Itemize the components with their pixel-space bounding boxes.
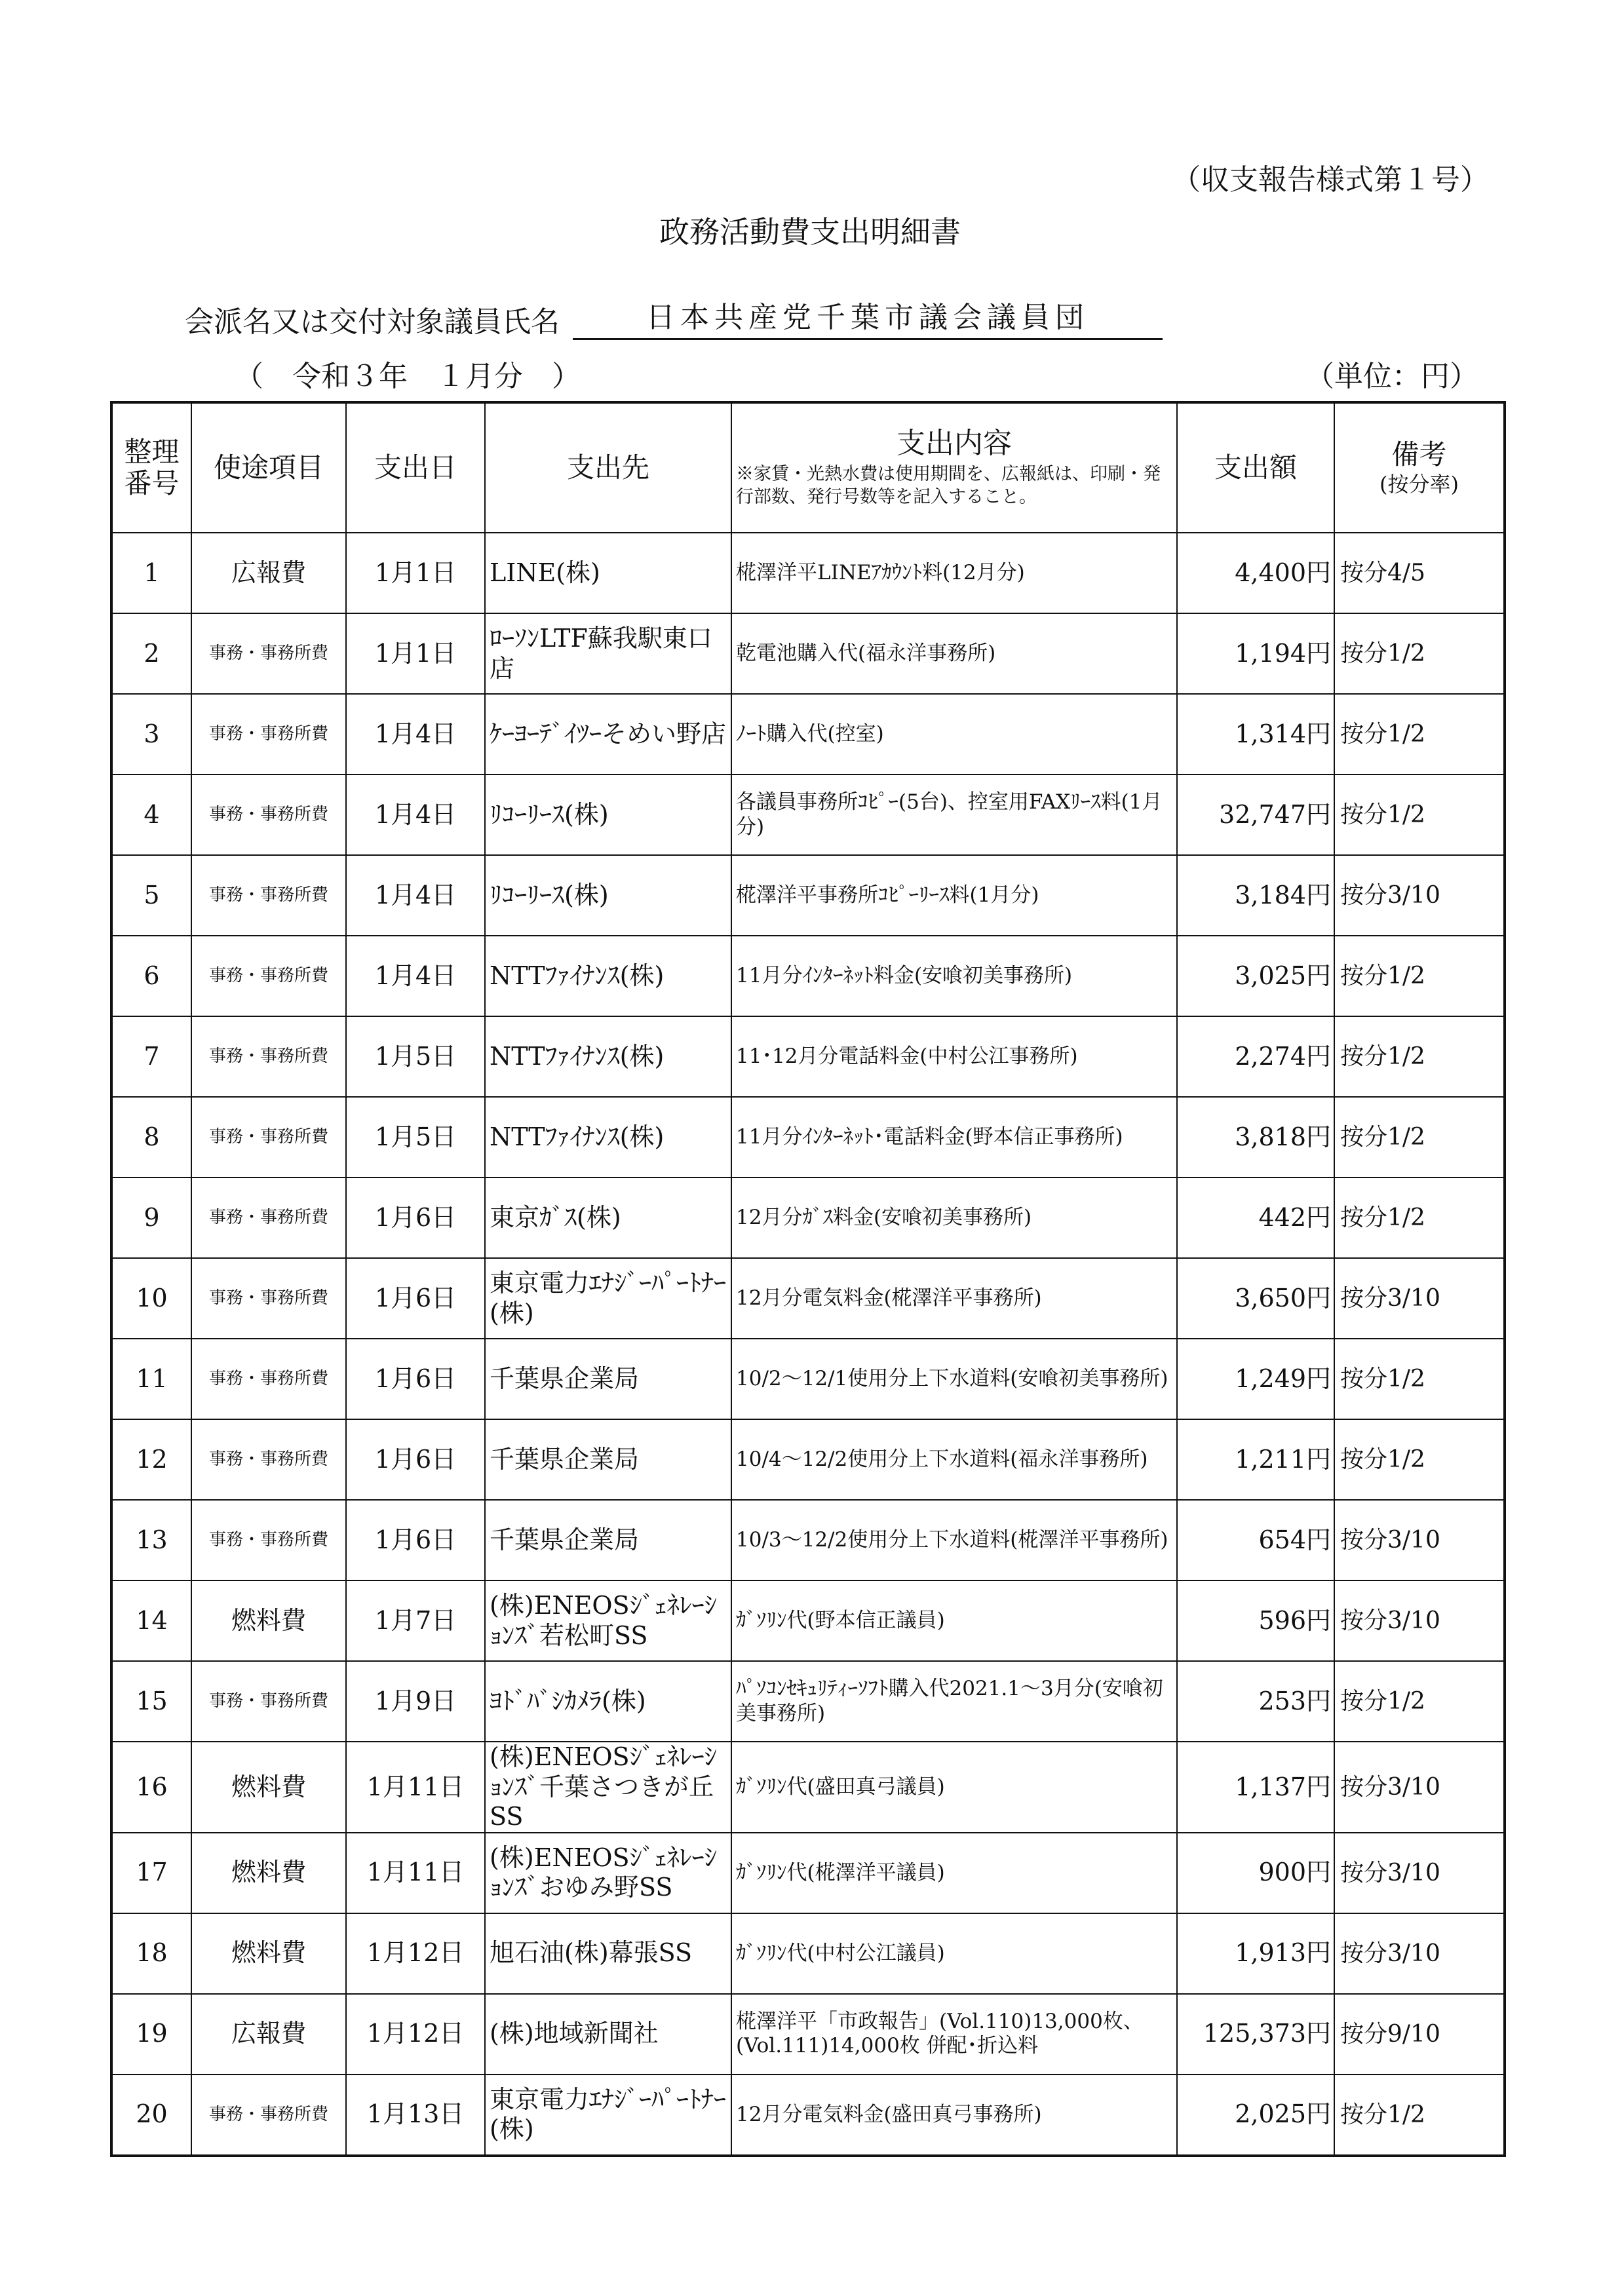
- cell-amount: 3,818円: [1177, 1097, 1334, 1177]
- cell-remark: 按分1/2: [1334, 694, 1505, 775]
- cell-date: 1月1日: [346, 533, 485, 613]
- table-row: [111, 855, 1505, 936]
- cell-item: 燃料費: [191, 1833, 346, 1913]
- cell-date: 1月6日: [346, 1339, 485, 1419]
- cell-date: 1月13日: [346, 2075, 485, 2156]
- cell-date: 1月6日: [346, 1177, 485, 1258]
- cell-no: 19: [111, 1994, 191, 2075]
- header-item: 使途項目: [191, 402, 346, 533]
- cell-amount: 2,025円: [1177, 2075, 1334, 2156]
- cell-item: 事務・事務所費: [191, 1500, 346, 1580]
- cell-no: 13: [111, 1500, 191, 1580]
- cell-content: 10/2～12/1使用分上下水道料(安喰初美事務所): [731, 1339, 1177, 1419]
- cell-content: ｶﾞｿﾘﾝ代(椛澤洋平議員): [731, 1833, 1177, 1913]
- cell-payee: (株)ENEOSｼﾞｪﾈﾚｰｼｮﾝｽﾞ若松町SS: [485, 1580, 731, 1661]
- cell-payee: LINE(株): [485, 533, 731, 613]
- cell-date: 1月9日: [346, 1661, 485, 1742]
- cell-no: 15: [111, 1661, 191, 1742]
- cell-remark: 按分3/10: [1334, 1580, 1505, 1661]
- cell-content: ｶﾞｿﾘﾝ代(中村公江議員): [731, 1913, 1177, 1994]
- cell-item: 事務・事務所費: [191, 1177, 346, 1258]
- cell-no: 4: [111, 775, 191, 855]
- table-row: [111, 1419, 1505, 1500]
- table-row: [111, 936, 1505, 1016]
- cell-no: 3: [111, 694, 191, 775]
- cell-content: 12月分ｶﾞｽ料金(安喰初美事務所): [731, 1177, 1177, 1258]
- cell-content: 11月分ｲﾝﾀｰﾈｯﾄ･電話料金(野本信正事務所): [731, 1097, 1177, 1177]
- cell-amount: 125,373円: [1177, 1994, 1334, 2075]
- cell-date: 1月6日: [346, 1258, 485, 1339]
- cell-remark: 按分1/2: [1334, 936, 1505, 1016]
- cell-no: 18: [111, 1913, 191, 1994]
- cell-no: 12: [111, 1419, 191, 1500]
- cell-payee: NTTﾌｧｲﾅﾝｽ(株): [485, 1016, 731, 1097]
- cell-content: 10/3～12/2使用分上下水道料(椛澤洋平事務所): [731, 1500, 1177, 1580]
- cell-date: 1月5日: [346, 1097, 485, 1177]
- cell-no: 6: [111, 936, 191, 1016]
- party-label: 会派名又は交付対象議員氏名: [185, 305, 560, 339]
- table-row: [111, 1661, 1505, 1742]
- cell-item: 事務・事務所費: [191, 1016, 346, 1097]
- cell-payee: (株)地域新聞社: [485, 1994, 731, 2075]
- cell-item: 事務・事務所費: [191, 855, 346, 936]
- cell-payee: ﾛｰｿﾝLTF蘇我駅東口店: [485, 613, 731, 694]
- cell-amount: 2,274円: [1177, 1016, 1334, 1097]
- cell-payee: 東京ｶﾞｽ(株): [485, 1177, 731, 1258]
- cell-date: 1月4日: [346, 855, 485, 936]
- cell-remark: 按分3/10: [1334, 1500, 1505, 1580]
- table-row: [111, 613, 1505, 694]
- cell-remark: 按分4/5: [1334, 533, 1505, 613]
- cell-item: 広報費: [191, 1994, 346, 2075]
- cell-item: 事務・事務所費: [191, 936, 346, 1016]
- cell-remark: 按分1/2: [1334, 1016, 1505, 1097]
- header-no: 整理番号: [111, 402, 191, 533]
- cell-no: 17: [111, 1833, 191, 1913]
- cell-date: 1月4日: [346, 694, 485, 775]
- cell-amount: 1,211円: [1177, 1419, 1334, 1500]
- cell-date: 1月11日: [346, 1742, 485, 1833]
- header-amount: 支出額: [1177, 402, 1334, 533]
- cell-payee: 千葉県企業局: [485, 1500, 731, 1580]
- cell-remark: 按分3/10: [1334, 1258, 1505, 1339]
- cell-no: 7: [111, 1016, 191, 1097]
- unit-label: （単位：円）: [1305, 360, 1478, 393]
- cell-item: 事務・事務所費: [191, 1419, 346, 1500]
- cell-payee: 東京電力ｴﾅｼﾞｰﾊﾟｰﾄﾅｰ(株): [485, 1258, 731, 1339]
- cell-amount: 3,025円: [1177, 936, 1334, 1016]
- table-row: [111, 1500, 1505, 1580]
- form-number: （収支報告様式第１号）: [1172, 163, 1489, 197]
- cell-remark: 按分1/2: [1334, 1339, 1505, 1419]
- cell-content: 12月分電気料金(盛田真弓事務所): [731, 2075, 1177, 2156]
- table-row: [111, 1339, 1505, 1419]
- cell-remark: 按分1/2: [1334, 2075, 1505, 2156]
- cell-item: 燃料費: [191, 1742, 346, 1833]
- cell-item: 事務・事務所費: [191, 1258, 346, 1339]
- cell-amount: 1,137円: [1177, 1742, 1334, 1833]
- cell-no: 14: [111, 1580, 191, 1661]
- cell-remark: 按分1/2: [1334, 775, 1505, 855]
- cell-remark: 按分1/2: [1334, 1419, 1505, 1500]
- cell-amount: 596円: [1177, 1580, 1334, 1661]
- cell-payee: (株)ENEOSｼﾞｪﾈﾚｰｼｮﾝｽﾞ千葉さつきが丘SS: [485, 1742, 731, 1833]
- cell-no: 2: [111, 613, 191, 694]
- header-payee: 支出先: [485, 402, 731, 533]
- cell-date: 1月11日: [346, 1833, 485, 1913]
- cell-item: 事務・事務所費: [191, 2075, 346, 2156]
- cell-payee: 千葉県企業局: [485, 1339, 731, 1419]
- table-row: [111, 1913, 1505, 1994]
- cell-content: ﾉｰﾄ購入代(控室): [731, 694, 1177, 775]
- cell-amount: 900円: [1177, 1833, 1334, 1913]
- cell-content: 11･12月分電話料金(中村公江事務所): [731, 1016, 1177, 1097]
- header-remark: [1334, 402, 1505, 533]
- cell-date: 1月4日: [346, 936, 485, 1016]
- cell-amount: 1,314円: [1177, 694, 1334, 775]
- cell-content: 椛澤洋平事務所ｺﾋﾟｰﾘｰｽ料(1月分): [731, 855, 1177, 936]
- cell-content: 椛澤洋平LINEｱｶｳﾝﾄ料(12月分): [731, 533, 1177, 613]
- table-row: [111, 1742, 1505, 1833]
- cell-remark: 按分1/2: [1334, 1177, 1505, 1258]
- cell-payee: ﾖﾄﾞﾊﾞｼｶﾒﾗ(株): [485, 1661, 731, 1742]
- cell-item: 事務・事務所費: [191, 1661, 346, 1742]
- cell-amount: 1,194円: [1177, 613, 1334, 694]
- table-row: [111, 1580, 1505, 1661]
- table-row: [111, 1994, 1505, 2075]
- cell-item: 事務・事務所費: [191, 613, 346, 694]
- cell-remark: 按分1/2: [1334, 1097, 1505, 1177]
- header-content-label: 支出内容: [897, 426, 1012, 460]
- cell-payee: (株)ENEOSｼﾞｪﾈﾚｰｼｮﾝｽﾞおゆみ野SS: [485, 1833, 731, 1913]
- cell-amount: 4,400円: [1177, 533, 1334, 613]
- cell-content: ｶﾞｿﾘﾝ代(野本信正議員): [731, 1580, 1177, 1661]
- cell-content: 各議員事務所ｺﾋﾟｰ(5台)、控室用FAXﾘｰｽ料(1月分): [731, 775, 1177, 855]
- cell-amount: 3,184円: [1177, 855, 1334, 936]
- cell-content: ｶﾞｿﾘﾝ代(盛田真弓議員): [731, 1742, 1177, 1833]
- cell-item: 事務・事務所費: [191, 694, 346, 775]
- header-remark-label: 備考: [1391, 438, 1447, 471]
- cell-content: 乾電池購入代(福永洋事務所): [731, 613, 1177, 694]
- cell-remark: 按分1/2: [1334, 1661, 1505, 1742]
- expense-table: [110, 401, 1506, 2157]
- cell-date: 1月6日: [346, 1500, 485, 1580]
- cell-payee: NTTﾌｧｲﾅﾝｽ(株): [485, 1097, 731, 1177]
- cell-date: 1月6日: [346, 1419, 485, 1500]
- cell-item: 事務・事務所費: [191, 775, 346, 855]
- cell-date: 1月12日: [346, 1994, 485, 2075]
- table-row: [111, 1833, 1505, 1913]
- cell-remark: 按分3/10: [1334, 855, 1505, 936]
- cell-item: 事務・事務所費: [191, 1097, 346, 1177]
- cell-payee: 旭石油(株)幕張SS: [485, 1913, 731, 1994]
- cell-no: 11: [111, 1339, 191, 1419]
- cell-item: 燃料費: [191, 1913, 346, 1994]
- table-row: [111, 1258, 1505, 1339]
- header-remark-sub: (按分率): [1379, 471, 1459, 497]
- period: （ 令和３年 １月分 ）: [235, 360, 581, 393]
- header-content-note: ※家賃・光熱水費は使用期間を、広報紙は、印刷・発行部数、発行号数等を記入すること。: [736, 464, 1161, 508]
- cell-content: 椛澤洋平「市政報告」(Vol.110)13,000枚、(Vol.111)14,000枚 併配･折込料: [731, 1994, 1177, 2075]
- cell-remark: 按分3/10: [1334, 1913, 1505, 1994]
- table-row: [111, 1177, 1505, 1258]
- cell-amount: 1,913円: [1177, 1913, 1334, 1994]
- cell-date: 1月5日: [346, 1016, 485, 1097]
- cell-remark: 按分3/10: [1334, 1833, 1505, 1913]
- cell-payee: 千葉県企業局: [485, 1419, 731, 1500]
- cell-amount: 654円: [1177, 1500, 1334, 1580]
- table-row: [111, 533, 1505, 613]
- cell-date: 1月12日: [346, 1913, 485, 1994]
- cell-payee: 東京電力ｴﾅｼﾞｰﾊﾟｰﾄﾅｰ(株): [485, 2075, 731, 2156]
- cell-no: 16: [111, 1742, 191, 1833]
- cell-no: 5: [111, 855, 191, 936]
- party-row: [185, 294, 1163, 340]
- table-row: [111, 694, 1505, 775]
- table-row: [111, 1097, 1505, 1177]
- cell-amount: 442円: [1177, 1177, 1334, 1258]
- party-name: 日本共産党千葉市議会議員団: [573, 294, 1163, 340]
- cell-payee: ﾘｺｰﾘｰｽ(株): [485, 855, 731, 936]
- cell-content: 11月分ｲﾝﾀｰﾈｯﾄ料金(安喰初美事務所): [731, 936, 1177, 1016]
- header-content: [731, 402, 1177, 533]
- header-row: [111, 402, 1505, 533]
- cell-remark: 按分3/10: [1334, 1742, 1505, 1833]
- cell-date: 1月7日: [346, 1580, 485, 1661]
- cell-payee: NTTﾌｧｲﾅﾝｽ(株): [485, 936, 731, 1016]
- cell-content: 10/4～12/2使用分上下水道料(福永洋事務所): [731, 1419, 1177, 1500]
- cell-remark: 按分1/2: [1334, 613, 1505, 694]
- cell-item: 燃料費: [191, 1580, 346, 1661]
- cell-payee: ｹｰﾖｰﾃﾞｲﾂｰそめい野店: [485, 694, 731, 775]
- cell-no: 10: [111, 1258, 191, 1339]
- cell-item: 事務・事務所費: [191, 1339, 346, 1419]
- document-title: 政務活動費支出明細書: [659, 214, 961, 250]
- cell-no: 20: [111, 2075, 191, 2156]
- cell-no: 8: [111, 1097, 191, 1177]
- cell-date: 1月4日: [346, 775, 485, 855]
- table-row: [111, 775, 1505, 855]
- cell-no: 9: [111, 1177, 191, 1258]
- table-row: [111, 1016, 1505, 1097]
- cell-amount: 3,650円: [1177, 1258, 1334, 1339]
- cell-content: ﾊﾟｿｺﾝｾｷｭﾘﾃｨｰｿﾌﾄ購入代2021.1～3月分(安喰初美事務所): [731, 1661, 1177, 1742]
- header-date: 支出日: [346, 402, 485, 533]
- cell-remark: 按分9/10: [1334, 1994, 1505, 2075]
- table-row: [111, 2075, 1505, 2156]
- cell-payee: ﾘｺｰﾘｰｽ(株): [485, 775, 731, 855]
- cell-amount: 32,747円: [1177, 775, 1334, 855]
- cell-item: 広報費: [191, 533, 346, 613]
- cell-content: 12月分電気料金(椛澤洋平事務所): [731, 1258, 1177, 1339]
- cell-date: 1月1日: [346, 613, 485, 694]
- cell-amount: 253円: [1177, 1661, 1334, 1742]
- cell-no: 1: [111, 533, 191, 613]
- cell-amount: 1,249円: [1177, 1339, 1334, 1419]
